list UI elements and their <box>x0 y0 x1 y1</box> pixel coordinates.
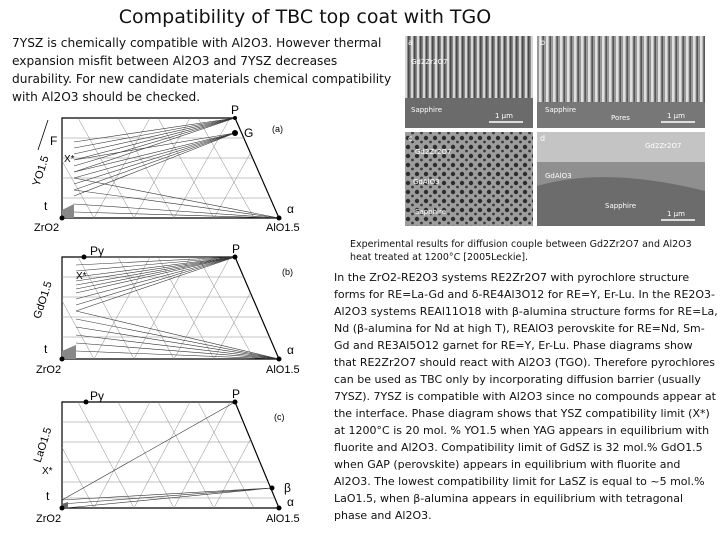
body-paragraph: In the ZrO2-RE2O3 systems RE2Zr2O7 with pyrochlore structure forms for RE=La-Gd and δ-RE4Al3O12 for RE=Y, Er-Lu. In the RE2O3-Al2O3 systems REAl11O18 with β-alumina structure forms for RE=La, Nd (β-alumina for Nd at high T), REAlO3 perovskite for RE=Nd, Sm-Gd and RE3Al5O12 garnet for RE=Y, Er-Lu. Phase diagrams show that RE2Zr2O7 should react with Al2O3 (TGO). Therefore pyrochlores can be used as TBC only by incorporating diffusion barrier (usually 7YSZ). 7YSZ is compatible with Al2O3 since no compounds appear at the interface. Phase diagram shows that YSZ compatibility limit (X*) at 1200°C is 20 mol. % YO1.5 when YAG appears in equilibrium with fluorite and Al2O3. Compatibility limit of GdSZ is 32 mol.% GdO1.5 when GAP (perovskite) appears in equilibrium with fluorite and Al2O3. The lowest compatibility limit for LaSZ is equal to ~5 mol.% LaO1.5, when β-alumina appears in equilibrium with tetragonal phase and Al2O3. <box>334 271 718 522</box>
apex-label-gadolinia: GdO1.5 <box>31 279 55 321</box>
photo-sapphire-label: Sapphire <box>545 106 577 114</box>
phase-diagram-lanthana <box>4 388 324 532</box>
label-alpha: α <box>287 495 294 509</box>
label-x-star: X* <box>76 271 87 282</box>
photo-sapphire-label: Sapphire <box>605 202 637 210</box>
label-alpha: α <box>287 343 294 357</box>
label-beta: β <box>284 481 291 495</box>
label-t: t <box>44 199 48 213</box>
label-g: G <box>244 126 254 140</box>
phase-diagram-yttria <box>4 100 304 239</box>
label-t: t <box>44 342 48 356</box>
label-alo15: AlO1.5 <box>266 364 300 376</box>
label-alpha: α <box>287 202 294 216</box>
label-p: P <box>232 242 241 256</box>
photo-gd-label: Gd2Zr2O7 <box>411 58 448 66</box>
photo-label-a: a <box>408 38 413 47</box>
photo-sapphire-label: Sapphire <box>411 106 443 114</box>
photo-sapphire-label: Sapphire <box>415 208 447 216</box>
photo-gdalo3-label: GdAlO3 <box>413 178 440 186</box>
photo-pores-label: Pores <box>611 114 630 122</box>
photo-scale-label: 1 μm <box>667 112 685 120</box>
label-x-star: X* <box>42 466 53 477</box>
label-zro2: ZrO2 <box>36 513 62 525</box>
label-p: P <box>231 103 240 117</box>
photo-label-b: b <box>540 38 546 47</box>
label-x-star: X* <box>64 154 75 165</box>
figure-caption: Experimental results for diffusion couple between Gd2Zr2O7 and Al2O3 heat treated at 1200°C [2005Leckie]. <box>350 239 692 263</box>
label-alo15: AlO1.5 <box>266 222 300 234</box>
photo-label-d: d <box>540 134 546 143</box>
intro-paragraph: 7YSZ is chemically compatible with Al2O3. However thermal expansion misfit between Al2O3 and 7YSZ decreases durability. For new candidate materials chemical compatibility with Al2O3 should be checked. <box>12 36 392 104</box>
label-p: P <box>232 388 241 401</box>
photo-gdalo3-label: GdAlO3 <box>545 172 572 180</box>
photo-label-c: c <box>408 134 413 143</box>
micrograph-panel <box>405 36 705 226</box>
phase-diagram-gadolinia <box>4 241 324 383</box>
panel-label: (c) <box>274 412 285 422</box>
label-zro2: ZrO2 <box>36 364 62 376</box>
label-f: F <box>50 134 58 148</box>
photo-scale-label: 1 μm <box>667 210 685 218</box>
apex-label-yttria: YO1.5 <box>30 154 52 188</box>
photo-scale-label: 1 μm <box>495 112 513 120</box>
photo-gd-label: Gd2Zr2O7 <box>415 148 452 156</box>
label-zro2: ZrO2 <box>34 222 60 234</box>
apex-label-lanthana: LaO1.5 <box>31 426 55 465</box>
label-py: Py <box>90 389 105 403</box>
photo-gd-label: Gd2Zr2O7 <box>645 142 682 150</box>
panel-label: (a) <box>272 124 283 134</box>
slide-title: Compatibility of TBC top coat with TGO <box>118 6 492 28</box>
label-alo15: AlO1.5 <box>266 513 300 525</box>
label-t: t <box>46 489 50 503</box>
panel-label: (b) <box>282 267 293 277</box>
label-py: Py <box>90 244 105 258</box>
